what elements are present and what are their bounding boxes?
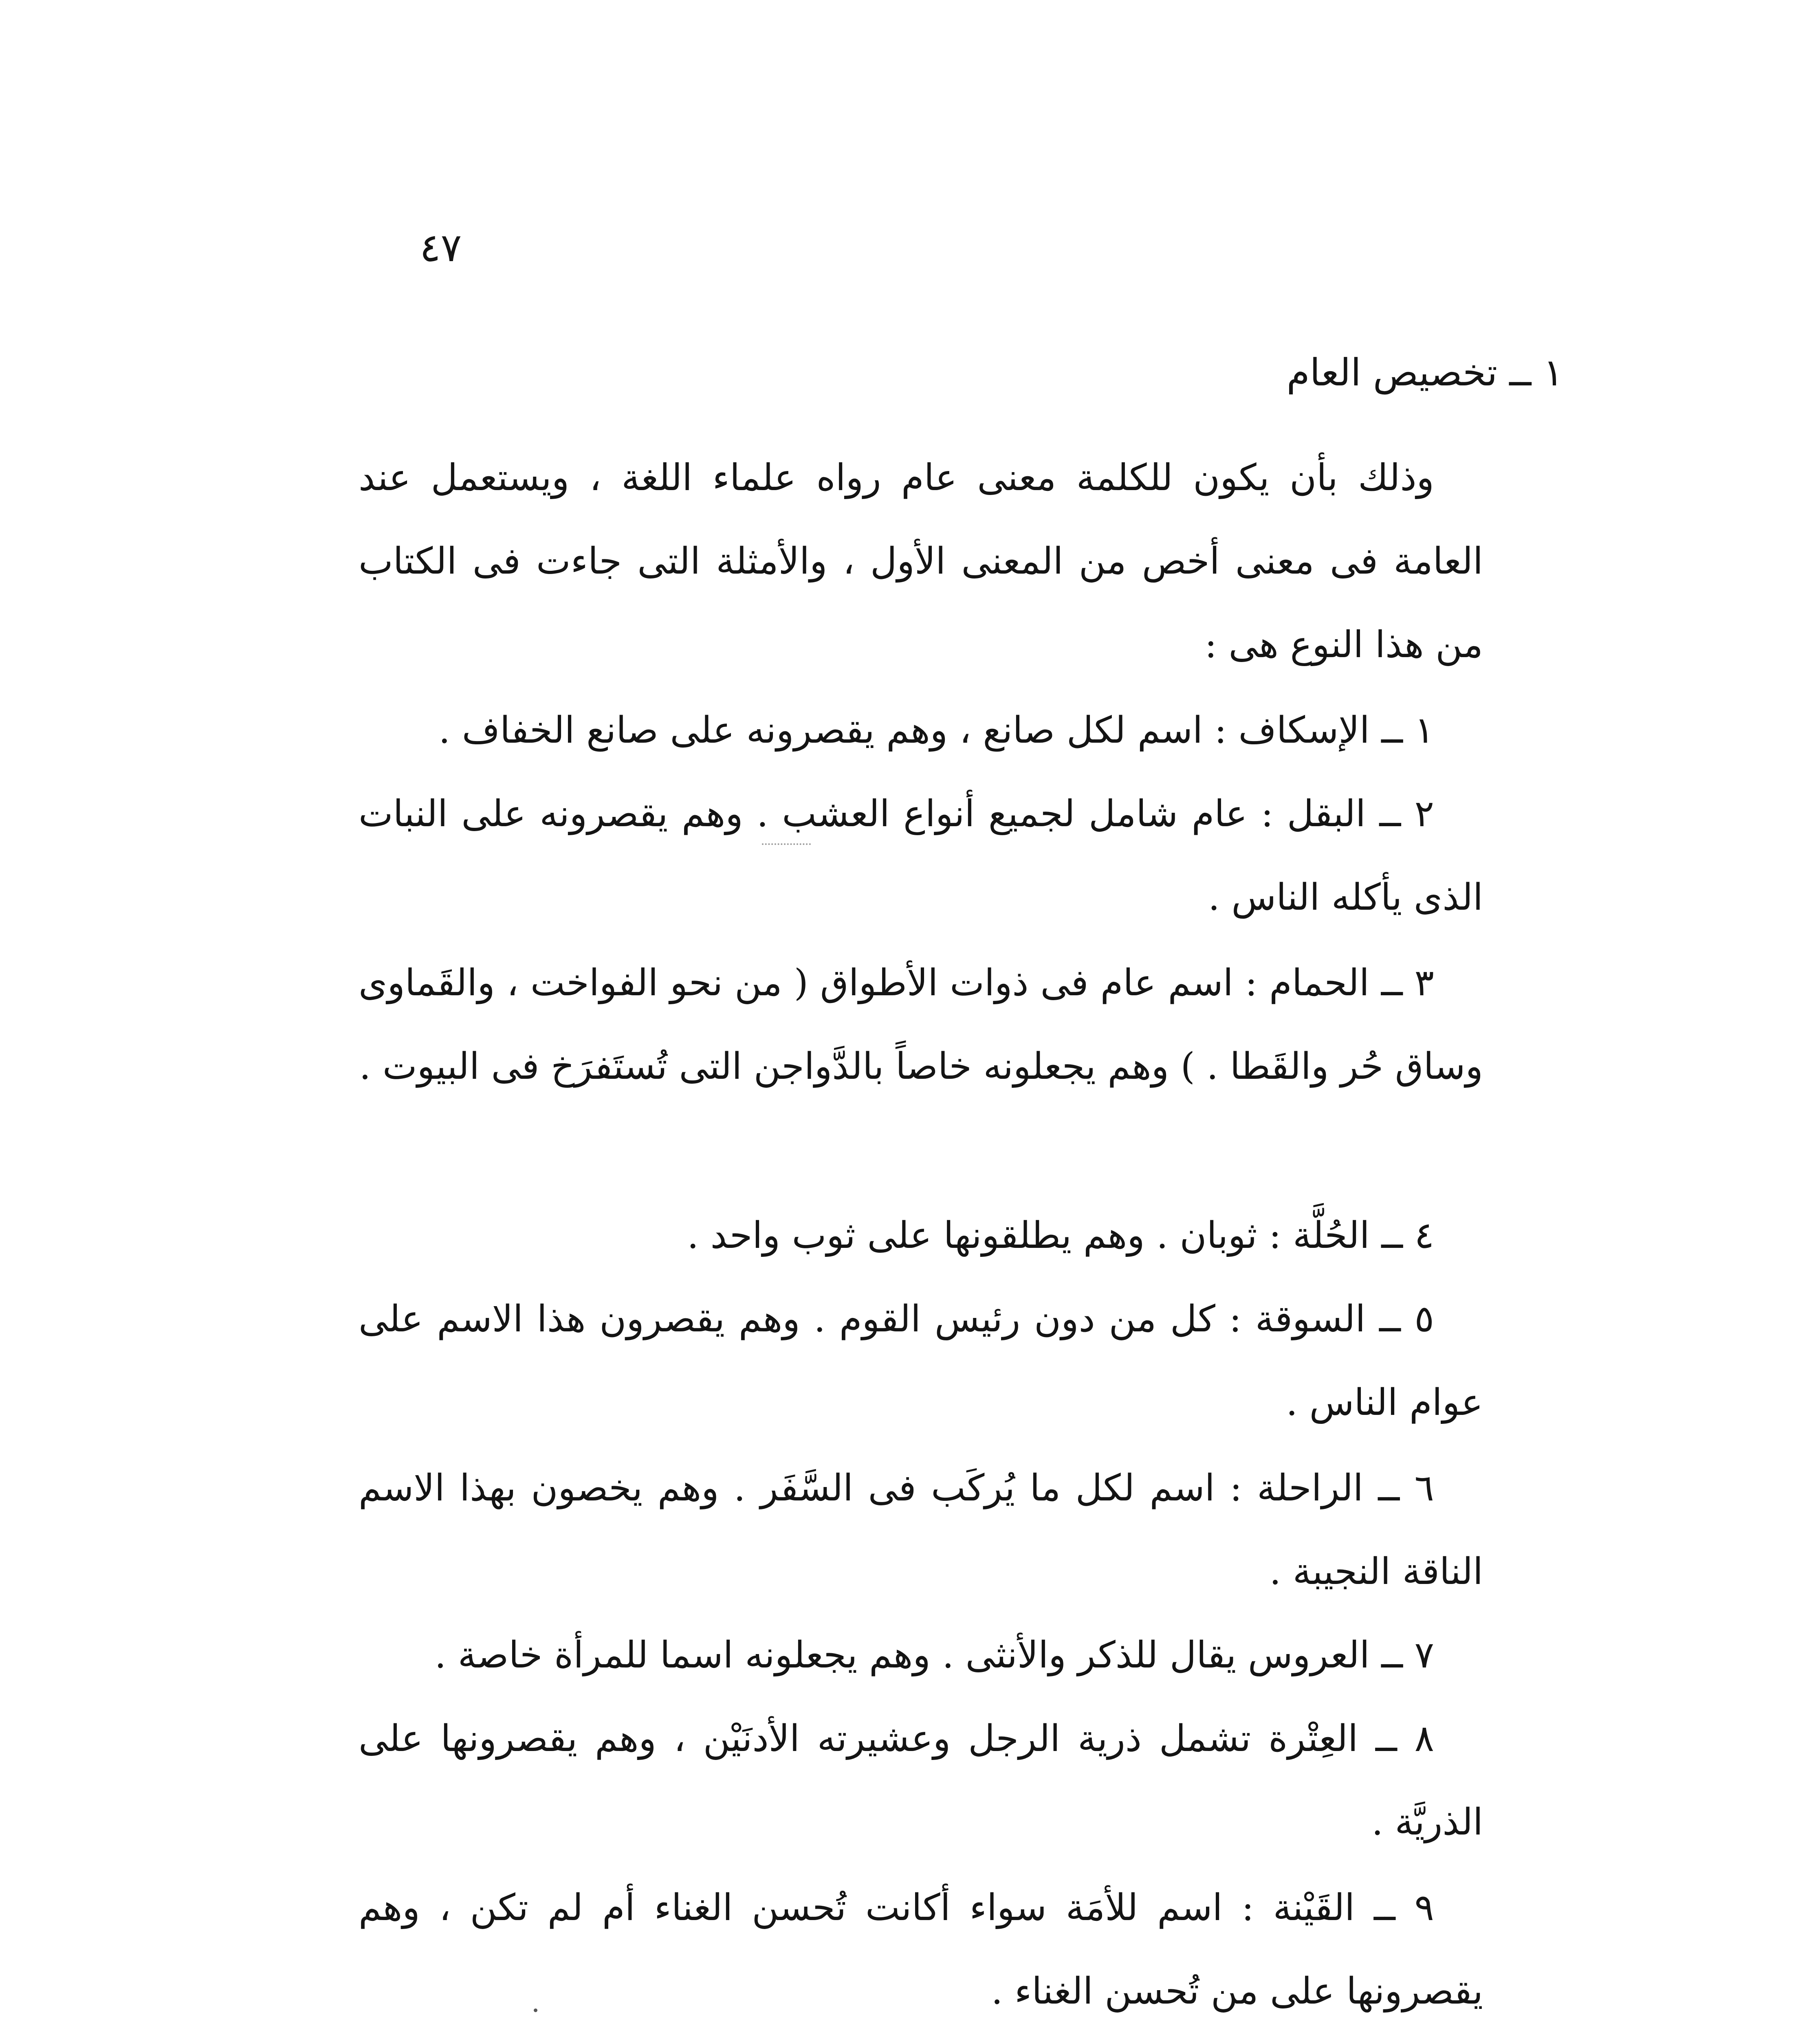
page-number: ٤٧: [420, 225, 462, 271]
list-item: ٤ ــ الحُلَّة : ثوبان . وهم يطلقونها على ثوب واحد .: [687, 1214, 1434, 1257]
list-item: ٣ ــ الحمام : اسم عام فى ذوات الأطواق ( من نحو الفواخت ، والقَماوى وساق حُر والقَطا . ) وهم يجعلونه خاصاً بالدَّواجن التى تُستَفرَخ فى البيوت .: [359, 961, 1483, 1088]
list-item: ٥ ــ السوقة : كل من دون رئيس القوم . وهم يقصرون هذا الاسم على عوام الناس .: [359, 1298, 1483, 1424]
list-item: ٩ ــ القَيْنة : اسم للأمَة سواء أكانت تُحسن الغناء أم لم تكن ، وهم يقصرونها على من تُحسن الغناء .: [359, 1886, 1483, 2013]
list-item: ١ ــ الإسكاف : اسم لكل صانع ، وهم يقصرونه على صانع الخفاف .: [438, 709, 1434, 752]
list-item: ٦ ــ الراحلة : اسم لكل ما يُركَب فى السَّفَر . وهم يخصون بهذا الاسم الناقة النجيبة .: [359, 1467, 1483, 1593]
print-smudge: [762, 843, 811, 849]
section-heading: ١ ــ تخصيص العام: [1286, 351, 1563, 394]
list-item: ٨ ــ العِتْرة تشمل ذرية الرجل وعشيرته الأدنَيْن ، وهم يقصرونها على الذريَّة .: [359, 1717, 1483, 1843]
list-item: ٢ ــ البقل : عام شامل لجميع أنواع العشب . وهم يقصرونه على النبات الذى يأكله الناس .: [359, 792, 1483, 919]
intro-paragraph: وذلك بأن يكون للكلمة معنى عام رواه علماء اللغة ، ويستعمل عند العامة فى معنى أخص من المعنى الأول ، والأمثلة التى جاءت فى الكتاب من هذا النوع هى :: [359, 456, 1483, 666]
list-item: ٧ ــ العروس يقال للذكر والأنثى . وهم يجعلونه اسما للمرأة خاصة .: [434, 1634, 1434, 1676]
print-speck: [534, 2008, 537, 2012]
